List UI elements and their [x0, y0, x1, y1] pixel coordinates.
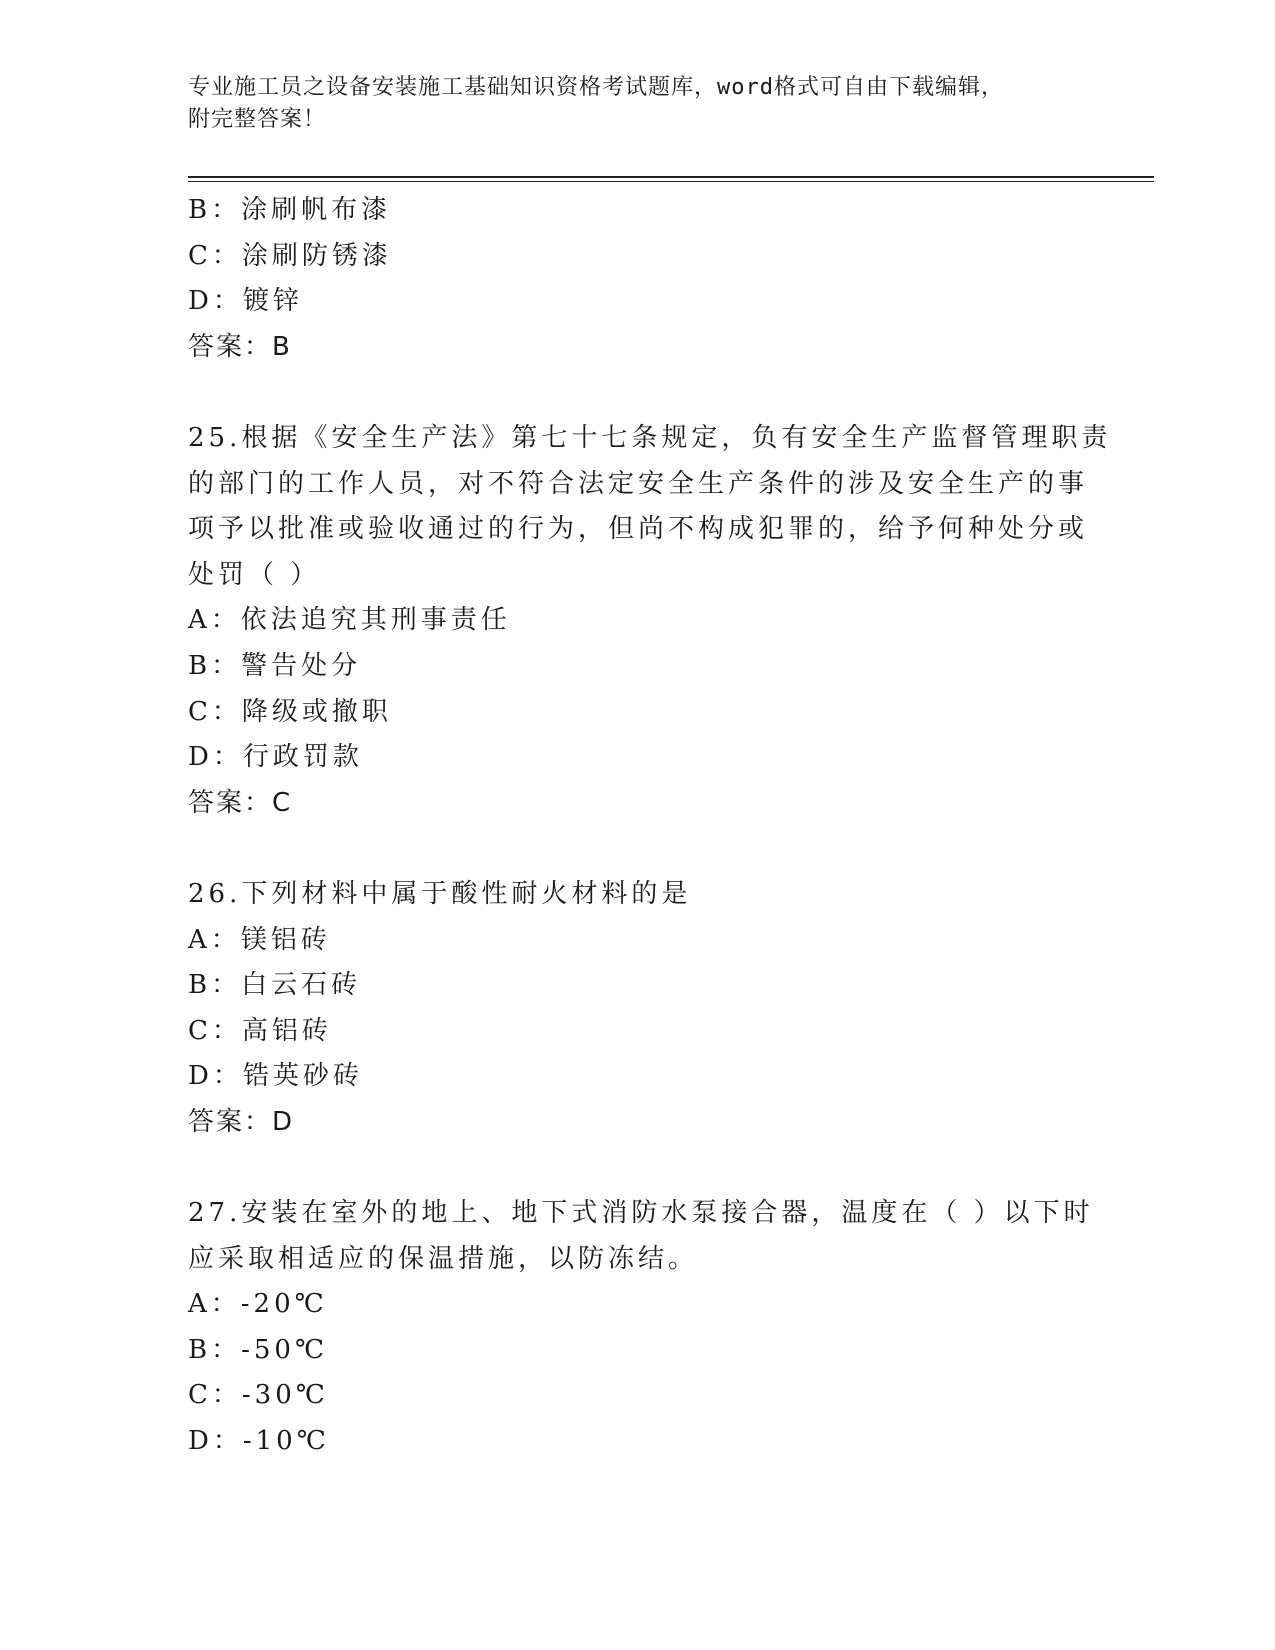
option-b: B：-50℃ [188, 1334, 329, 1365]
option-a: A：-20℃ [188, 1289, 328, 1320]
question-content [188, 188, 1112, 1465]
question-26 [188, 872, 1088, 1146]
option-d: D：锆英砂砖 [188, 1061, 363, 1092]
option-b: B：警告处分 [188, 650, 362, 681]
option-c: C：高铝砖 [188, 1015, 332, 1046]
header-divider-thick [188, 176, 1154, 178]
option-d: D：镀锌 [188, 286, 303, 317]
option-c: C：涂刷防锈漆 [188, 240, 392, 271]
answer: 答案：B [188, 331, 292, 362]
option-a: A：镁铝砖 [188, 924, 331, 955]
question-stem-line: 处罚（ ） [188, 559, 321, 590]
question-stem-line: 27.安装在室外的地上、地下式消防水泵接合器，温度在（ ）以下时 [188, 1198, 1094, 1229]
header-divider-thin [188, 181, 1154, 182]
question-stem-line: 的部门的工作人员，对不符合法定安全生产条件的涉及安全生产的事 [188, 468, 1089, 499]
option-c: C：-30℃ [188, 1380, 329, 1411]
spacer [188, 826, 1088, 872]
option-b: B：涂刷帆布漆 [188, 195, 392, 225]
option-d: D：行政罚款 [188, 742, 363, 773]
document-header [188, 72, 1068, 136]
header-line-1: 专业施工员之设备安装施工基础知识资格考试题库，word格式可自由下载编辑， [188, 75, 1004, 100]
option-d: D：-10℃ [188, 1426, 330, 1457]
question-stem-line: 项予以批准或验收通过的行为，但尚不构成犯罪的，给予何种处分或 [188, 514, 1089, 545]
question-stem-line: 应采取相适应的保温措施，以防冻结。 [188, 1243, 699, 1274]
question-stem-line: 26.下列材料中属于酸性耐火材料的是 [188, 878, 692, 909]
option-b: B：白云石砖 [188, 970, 362, 1001]
spacer [188, 1145, 1088, 1191]
question-stem-line: 25.根据《安全生产法》第七十七条规定，负有安全生产监督管理职责 [188, 422, 1112, 453]
question-25 [188, 416, 1112, 826]
header-line-2: 附完整答案！ [188, 107, 327, 132]
option-c: C：降级或撤职 [188, 696, 392, 727]
question-27 [188, 1191, 1094, 1465]
option-a: A：依法追究其刑事责任 [188, 605, 511, 636]
spacer [188, 370, 1088, 416]
answer: 答案：D [188, 1106, 295, 1137]
question-24-continued [188, 188, 1088, 370]
answer: 答案：C [188, 787, 293, 818]
